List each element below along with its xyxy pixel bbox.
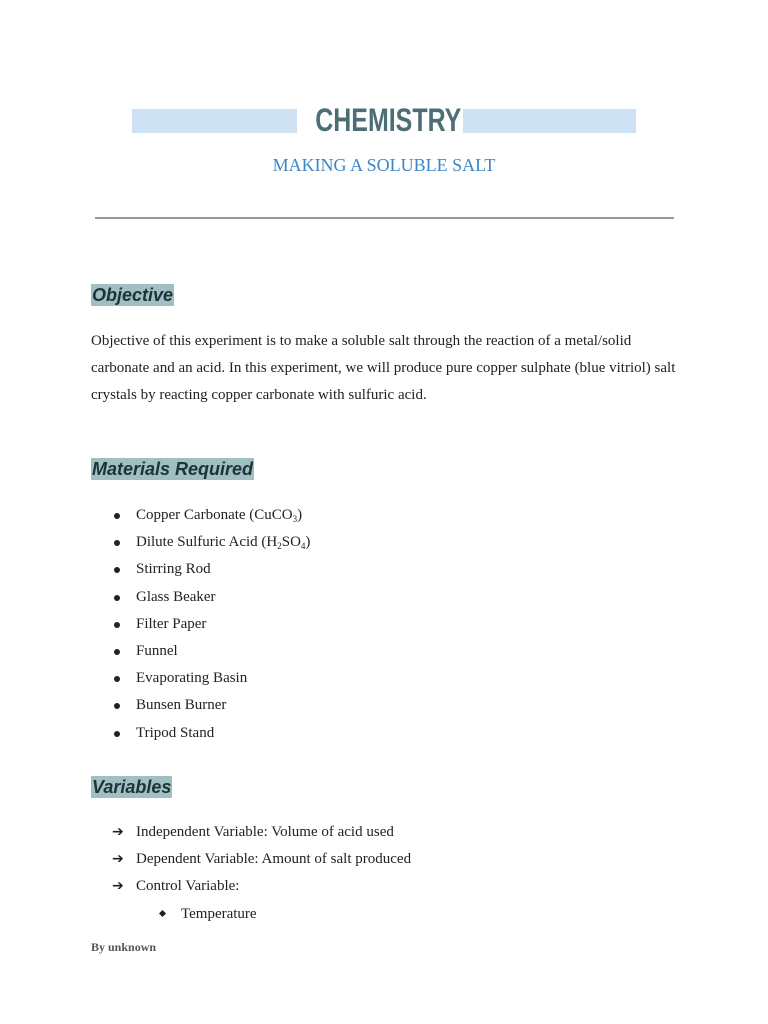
control-variables-list — [91, 901, 257, 928]
materials-heading: Materials Required — [92, 459, 254, 479]
list-item: Dilute Sulfuric Acid $(H_2SO_4)$ — [91, 529, 310, 556]
list-item: Evaporating Basin — [91, 665, 310, 692]
list-item: Temperature — [91, 901, 257, 928]
title-bar-right — [463, 109, 636, 133]
arrow-icon: ➔ — [112, 878, 124, 895]
list-item: Stirring Rod — [91, 556, 310, 583]
variables-heading: Variables — [92, 777, 172, 797]
list-item: ➔ Control Variable: — [91, 873, 411, 900]
diamond-bullet-icon — [159, 910, 166, 917]
list-item: Tripod Stand — [91, 720, 310, 747]
list-item: ➔ Independent Variable: Volume of acid used — [91, 819, 411, 846]
arrow-icon: ➔ — [112, 851, 124, 868]
author-byline: By unknown — [91, 940, 157, 954]
page-subtitle: MAKING A SOLUBLE SALT — [272, 155, 496, 175]
arrow-icon: ➔ — [112, 824, 124, 840]
list-item: Copper Carbonate (CuCO$_3$) — [91, 502, 310, 529]
list-item: Bunsen Burner — [91, 692, 310, 719]
objective-paragraph: Objective of this experiment is to make a soluble salt through the reaction of a metal/solid carbonate and an acid. In this experiment, we will produce pure copper sulphate (blue vitriol) salt crystals by reacting copper carbonate with sulfuric acid. — [91, 333, 676, 403]
list-item: Filter Paper — [91, 611, 310, 638]
page-title: CHEMISTRY — [315, 102, 462, 138]
title-row — [0, 100, 768, 140]
materials-list — [91, 502, 310, 747]
objective-heading: Objective — [92, 285, 174, 305]
list-item: ➔ Dependent Variable: Amount of salt produced — [91, 846, 411, 873]
horizontal-divider — [95, 217, 674, 219]
list-item: Funnel — [91, 638, 310, 665]
title-bar-left — [132, 109, 297, 133]
list-item: Glass Beaker — [91, 584, 310, 611]
variables-list — [91, 819, 411, 901]
